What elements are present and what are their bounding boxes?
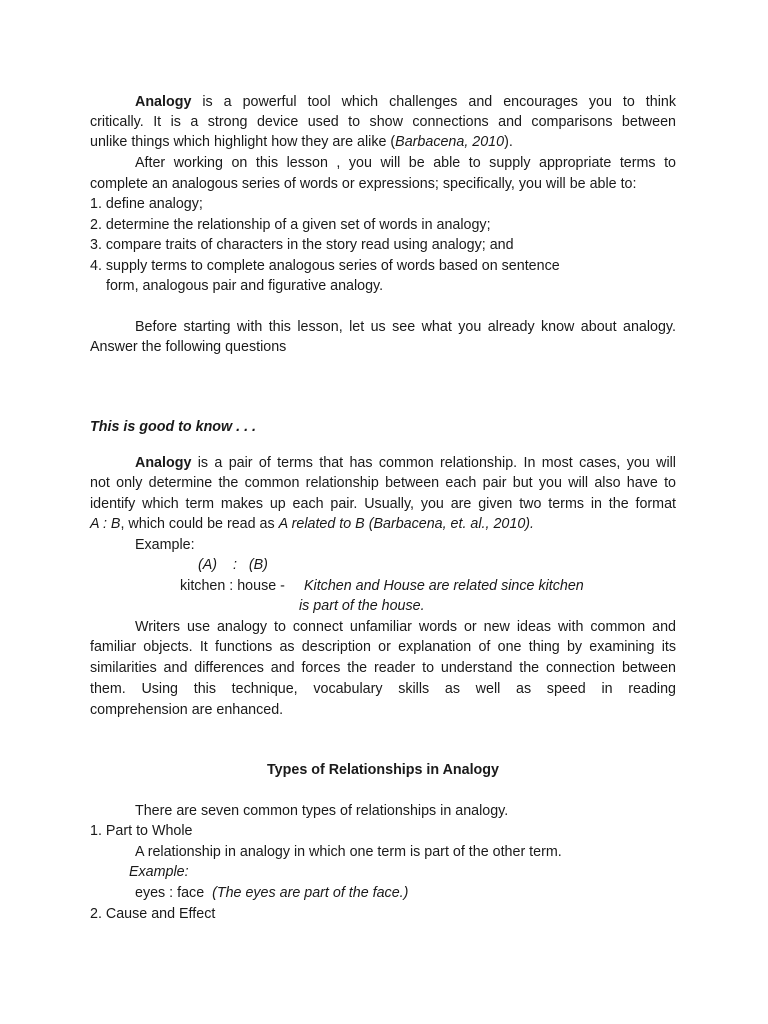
type-title: 1. Part to Whole (90, 823, 193, 839)
section-heading-types: Types of Relationships in Analogy (267, 762, 499, 778)
intro-p1-line-2: critically. It is a strong device used to show connections and comparisons between (90, 114, 676, 130)
gtk-p2-line-5: comprehension are enhanced. (90, 702, 284, 718)
intro-p3-line-2: Answer the following questions (90, 339, 287, 355)
gtk-p1-line-1: Analogy is a pair of terms that has common relationship. In most cases, you will (135, 455, 676, 471)
type-example (135, 883, 675, 904)
objective-item-continuation: form, analogous pair and figurative analogy. (106, 278, 384, 294)
objective-item: 3. compare traits of characters in the story read using analogy; and (90, 237, 514, 253)
example-explanation: is part of the house. (299, 598, 425, 614)
type-description: A relationship in analogy in which one term is part of the other term. (135, 844, 562, 860)
type-example-explanation: (The eyes are part of the face.) (212, 885, 409, 901)
example-explanation: Kitchen and House are related since kitchen (304, 578, 584, 594)
analogy-term: Analogy (135, 455, 192, 471)
type-title: 2. Cause and Effect (90, 906, 216, 922)
types-intro: There are seven common types of relationships in analogy. (135, 803, 509, 819)
gtk-p2-line-1: Writers use analogy to connect unfamiliar words or new ideas with common and (135, 619, 676, 635)
section-heading-good-to-know: This is good to know . . . (90, 419, 256, 435)
gtk-p2-line-3: similarities and differences and forces the reader to understand the connection between (90, 660, 676, 676)
intro-p1-line-3: unlike things which highlight how they are alike (Barbacena, 2010). (90, 134, 513, 150)
intro-p1-line-1: Analogy is a powerful tool which challenges and encourages you to think (135, 94, 676, 110)
intro-p2-line-2: complete an analogous series of words or expressions; specifically, you will be able to: (90, 176, 637, 192)
example-label: Example: (135, 537, 195, 553)
objective-item: 2. determine the relationship of a given set of words in analogy; (90, 217, 491, 233)
gtk-p1-line-3: identify which term makes up each pair. Usually, you are given two terms in the format (90, 496, 676, 512)
gtk-p1-line-4: A : B, which could be read as A related to B (Barbacena, et. al., 2010). (90, 516, 535, 532)
objective-item: 1. define analogy; (90, 196, 203, 212)
gtk-p2-line-2: familiar objects. It functions as description or explanation of one thing by examining its (90, 639, 676, 655)
citation: Barbacena, 2010 (395, 134, 505, 150)
type-example-label: Example: (129, 864, 189, 880)
gtk-p2-line-4: them. Using this technique, vocabulary skills as well as speed in reading (90, 681, 676, 697)
gtk-p1-line-2: not only determine the common relationship between each pair but you will also have to (90, 475, 676, 491)
intro-p2-line-1: After working on this lesson , you will be able to supply appropriate terms to (135, 155, 676, 171)
objective-item: 4. supply terms to complete analogous series of words based on sentence (90, 258, 560, 274)
analogy-term: Analogy (135, 94, 192, 110)
example-pair: kitchen : house - (180, 578, 285, 594)
type-example-pair: eyes : face (135, 885, 205, 901)
intro-p3-line-1: Before starting with this lesson, let us see what you already know about analogy. (135, 319, 676, 335)
example-header: (A) : (B) (198, 557, 268, 573)
